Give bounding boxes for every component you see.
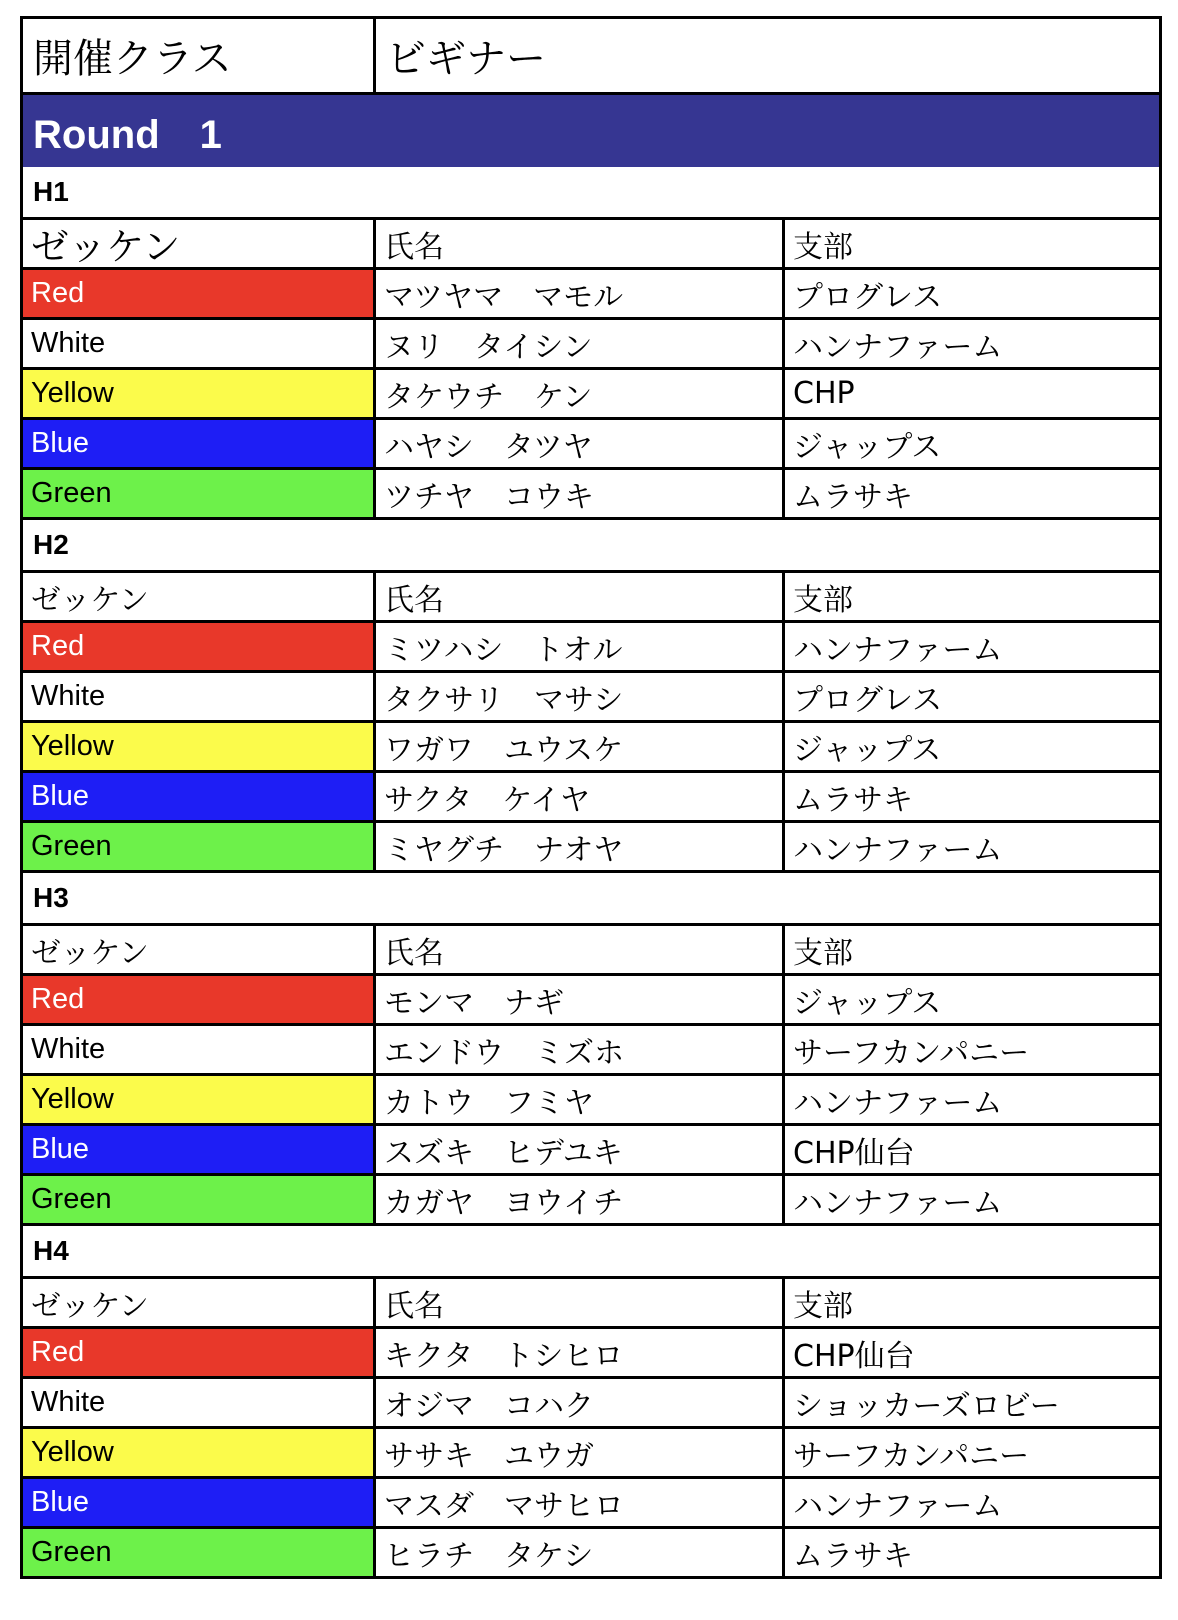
table-header-row xyxy=(20,217,1162,267)
table-row xyxy=(20,820,1162,873)
table-row xyxy=(20,367,1162,417)
table-row xyxy=(20,1073,1162,1123)
bib-color-cell: Yellow xyxy=(23,370,376,417)
bib-color-cell: Green xyxy=(23,1176,376,1223)
table-row xyxy=(20,973,1162,1023)
table-row xyxy=(20,1526,1162,1579)
bib-color-cell: Red xyxy=(23,270,376,317)
branch-cell: プログレス xyxy=(793,682,943,718)
surfer-name-cell: ワガワ ユウスケ xyxy=(376,723,785,770)
surfer-name-cell: タケウチ ケン xyxy=(376,370,785,417)
surfer-name-cell: オジマ コハク xyxy=(376,1379,785,1426)
table-row xyxy=(20,417,1162,467)
table-row xyxy=(20,1123,1162,1173)
table-header-row xyxy=(20,923,1162,973)
table-row xyxy=(20,1376,1162,1426)
branch-cell: ムラサキ xyxy=(793,782,913,818)
table-header-row xyxy=(20,1276,1162,1326)
branch-column-header: 支部 xyxy=(793,935,853,971)
bib-color-cell: White xyxy=(23,320,376,367)
surfer-name-cell: タクサリ マサシ xyxy=(376,673,785,720)
surfer-name-cell: ヒラチ タケシ xyxy=(376,1529,785,1576)
table-row xyxy=(20,467,1162,520)
branch-cell: ハンナファーム xyxy=(793,1185,1003,1221)
branch-cell: CHP仙台 xyxy=(793,1338,915,1374)
bib-column-header: ゼッケン xyxy=(23,220,376,267)
heat-label-row xyxy=(20,520,1162,570)
table-row xyxy=(20,1023,1162,1073)
name-column-header: 氏名 xyxy=(376,1279,785,1326)
surfer-name-cell: キクタ トシヒロ xyxy=(376,1329,785,1376)
bib-color-cell: Green xyxy=(23,470,376,517)
bib-color-cell: Yellow xyxy=(23,1429,376,1476)
table-row xyxy=(20,1426,1162,1476)
branch-cell: ジャップス xyxy=(793,985,942,1021)
surfer-name-cell: カガヤ ヨウイチ xyxy=(376,1176,785,1223)
bib-color-cell: Red xyxy=(23,976,376,1023)
table-row xyxy=(20,1173,1162,1226)
branch-cell: ハンナファーム xyxy=(793,1488,1003,1524)
branch-column-header: 支部 xyxy=(793,582,853,618)
table-row xyxy=(20,1476,1162,1526)
bib-color-cell: Yellow xyxy=(23,723,376,770)
branch-cell: ハンナファーム xyxy=(793,329,1003,365)
table-row xyxy=(20,770,1162,820)
surfer-name-cell: ミツハシ トオル xyxy=(376,623,785,670)
branch-cell: ジャップス xyxy=(793,429,942,465)
class-value: ビギナー xyxy=(386,36,546,82)
bib-color-cell: Blue xyxy=(23,773,376,820)
bib-color-cell: Red xyxy=(23,1329,376,1376)
branch-cell: ムラサキ xyxy=(793,479,913,515)
bib-column-header: ゼッケン xyxy=(23,573,376,620)
heat-label: H3 xyxy=(33,882,69,913)
branch-cell: ハンナファーム xyxy=(793,1085,1003,1121)
surfer-name-cell: ヌリ タイシン xyxy=(376,320,785,367)
heat-label: H1 xyxy=(33,176,69,207)
bib-color-cell: Blue xyxy=(23,420,376,467)
surfer-name-cell: サクタ ケイヤ xyxy=(376,773,785,820)
branch-column-header: 支部 xyxy=(793,229,853,265)
surfer-name-cell: スズキ ヒデユキ xyxy=(376,1126,785,1173)
round-banner xyxy=(20,95,1162,167)
bib-color-cell: White xyxy=(23,1379,376,1426)
class-label: 開催クラス xyxy=(23,19,376,92)
branch-cell: ハンナファーム xyxy=(793,632,1003,668)
name-column-header: 氏名 xyxy=(376,926,785,973)
branch-cell: プログレス xyxy=(793,279,943,315)
heat-label: H4 xyxy=(33,1235,69,1266)
bib-color-cell: Blue xyxy=(23,1479,376,1526)
table-row xyxy=(20,720,1162,770)
heats-container xyxy=(20,167,1162,1579)
surfer-name-cell: カトウ フミヤ xyxy=(376,1076,785,1123)
surfer-name-cell: モンマ ナギ xyxy=(376,976,785,1023)
branch-cell: ショッカーズロビー xyxy=(793,1388,1060,1424)
bib-color-cell: Red xyxy=(23,623,376,670)
bib-column-header: ゼッケン xyxy=(23,1279,376,1326)
bib-color-cell: White xyxy=(23,673,376,720)
heat-sheet xyxy=(20,16,1162,1579)
bib-color-cell: White xyxy=(23,1026,376,1073)
branch-cell: CHP仙台 xyxy=(793,1135,915,1171)
bib-color-cell: Yellow xyxy=(23,1076,376,1123)
bib-color-cell: Green xyxy=(23,823,376,870)
surfer-name-cell: ミヤグチ ナオヤ xyxy=(376,823,785,870)
surfer-name-cell: ツチヤ コウキ xyxy=(376,470,785,517)
bib-color-cell: Green xyxy=(23,1529,376,1576)
table-row xyxy=(20,1326,1162,1376)
bib-column-header: ゼッケン xyxy=(23,926,376,973)
surfer-name-cell: ササキ ユウガ xyxy=(376,1429,785,1476)
branch-cell: サーフカンパニー xyxy=(793,1438,1030,1474)
heat-label: H2 xyxy=(33,529,69,560)
surfer-name-cell: エンドウ ミズホ xyxy=(376,1026,785,1073)
heat-label-row xyxy=(20,167,1162,217)
class-row xyxy=(20,16,1162,95)
surfer-name-cell: マツヤマ マモル xyxy=(376,270,785,317)
table-header-row xyxy=(20,570,1162,620)
branch-column-header: 支部 xyxy=(793,1288,853,1324)
round-title: Round 1 xyxy=(33,112,222,157)
heat-label-row xyxy=(20,873,1162,923)
branch-cell: ハンナファーム xyxy=(793,832,1003,868)
table-row xyxy=(20,670,1162,720)
heat-label-row xyxy=(20,1226,1162,1276)
branch-cell: ジャップス xyxy=(793,732,942,768)
surfer-name-cell: ハヤシ タツヤ xyxy=(376,420,785,467)
table-row xyxy=(20,620,1162,670)
branch-cell: CHP xyxy=(793,376,855,411)
bib-color-cell: Blue xyxy=(23,1126,376,1173)
surfer-name-cell: マスダ マサヒロ xyxy=(376,1479,785,1526)
branch-cell: ムラサキ xyxy=(793,1538,913,1574)
branch-cell: サーフカンパニー xyxy=(793,1035,1030,1071)
name-column-header: 氏名 xyxy=(376,573,785,620)
table-row xyxy=(20,317,1162,367)
table-row xyxy=(20,267,1162,317)
name-column-header: 氏名 xyxy=(376,220,785,267)
